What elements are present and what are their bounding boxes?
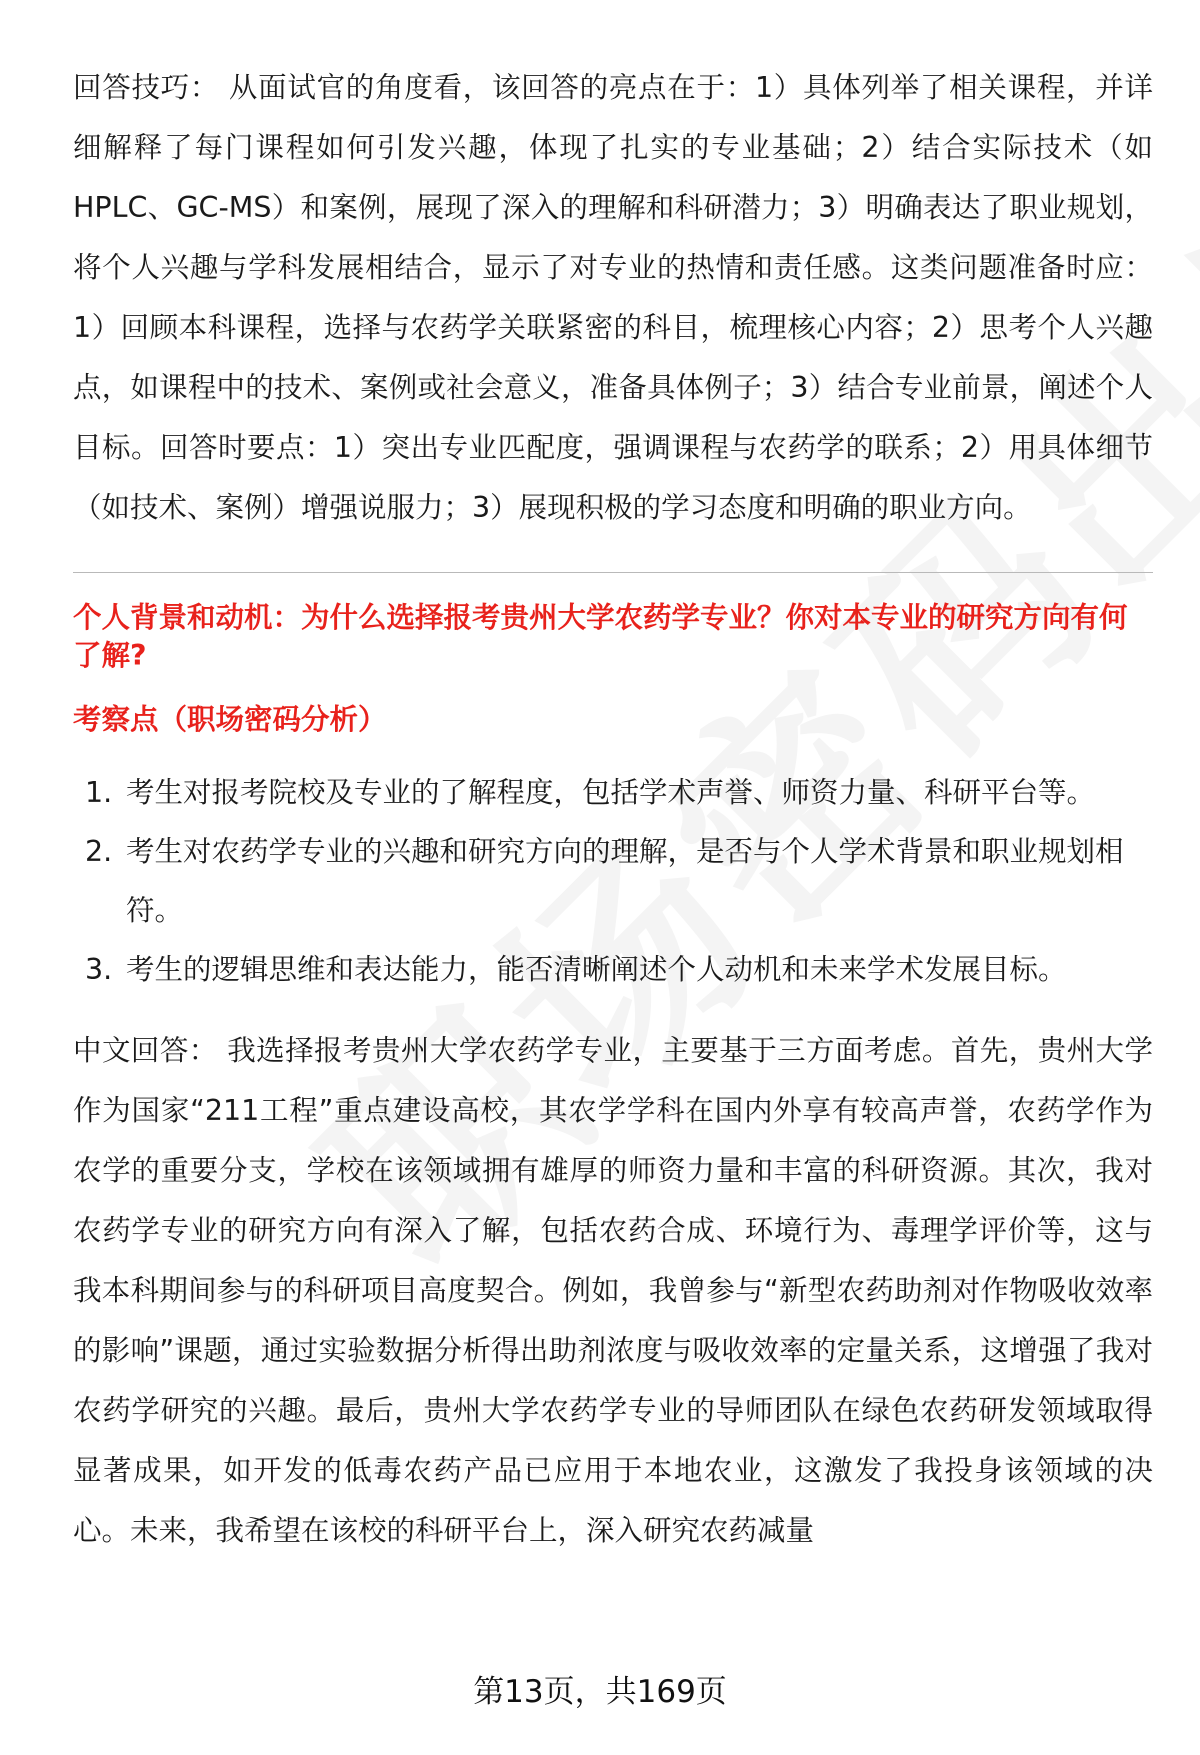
- page-footer: 第13页，共169页: [473, 1674, 727, 1710]
- list-item-number: 2.: [85, 835, 113, 868]
- list-item-text: 考生对农药学专业的兴趣和研究方向的理解，是否与个人学术背景和职业规划相符。: [126, 835, 1124, 927]
- question-heading: 个人背景和动机：为什么选择报考贵州大学农药学专业？你对本专业的研究方向有何了解?: [73, 601, 1128, 672]
- list-item-number: 3.: [85, 953, 113, 986]
- list-item-text: 考生对报考院校及专业的了解程度，包括学术声誉、师资力量、科研平台等。: [126, 776, 1096, 809]
- section-title: 考察点（职场密码分析）: [73, 703, 387, 736]
- list-item: [73, 763, 1153, 822]
- page-content: [73, 58, 1153, 1561]
- answer-paragraph: 中文回答： 我选择报考贵州大学农药学专业，主要基于三方面考虑。首先，贵州大学作为国家“211工程”重点建设高校，其农学学科在国内外享有较高声誉，农药学作为农学的重要分支，学校在该领域拥有雄厚的师资力量和丰富的科研资源。其次，我对农药学专业的研究方向有深入了解，包括农药合成、环境行为、毒理学评价等，这与我本科期间参与的科研项目高度契合。例如，我曾参与“新型农药助剂对作物吸收效率的影响”课题，通过实验数据分析得出助剂浓度与吸收效率的定量关系，这增强了我对农药学研究的兴趣。最后，贵州大学农药学专业的导师团队在绿色农药研发领域取得显著成果，如开发的低毒农药产品已应用于本地农业，这激发了我投身该领域的决心。未来，我希望在该校的科研平台上，深入研究农药减量: [73, 1034, 1153, 1547]
- list-item: [73, 940, 1153, 999]
- points-list: [73, 763, 1153, 999]
- list-item-number: 1.: [85, 776, 113, 809]
- divider: [73, 572, 1153, 573]
- list-item: [73, 822, 1153, 940]
- tips-paragraph: 回答技巧： 从面试官的角度看，该回答的亮点在于：1）具体列举了相关课程，并详细解释了每门课程如何引发兴趣，体现了扎实的专业基础；2）结合实际技术（如HPLC、GC-MS）和案例，展现了深入的理解和科研潜力；3）明确表达了职业规划，将个人兴趣与学科发展相结合，显示了对专业的热情和责任感。这类问题准备时应：1）回顾本科课程，选择与农药学关联紧密的科目，梳理核心内容；2）思考个人兴趣点，如课程中的技术、案例或社会意义，准备具体例子；3）结合专业前景，阐述个人目标。回答时要点：1）突出专业匹配度，强调课程与农药学的联系；2）用具体细节（如技术、案例）增强说服力；3）展现积极的学习态度和明确的职业方向。: [73, 71, 1153, 524]
- list-item-text: 考生的逻辑思维和表达能力，能否清晰阐述个人动机和未来学术发展目标。: [126, 953, 1067, 986]
